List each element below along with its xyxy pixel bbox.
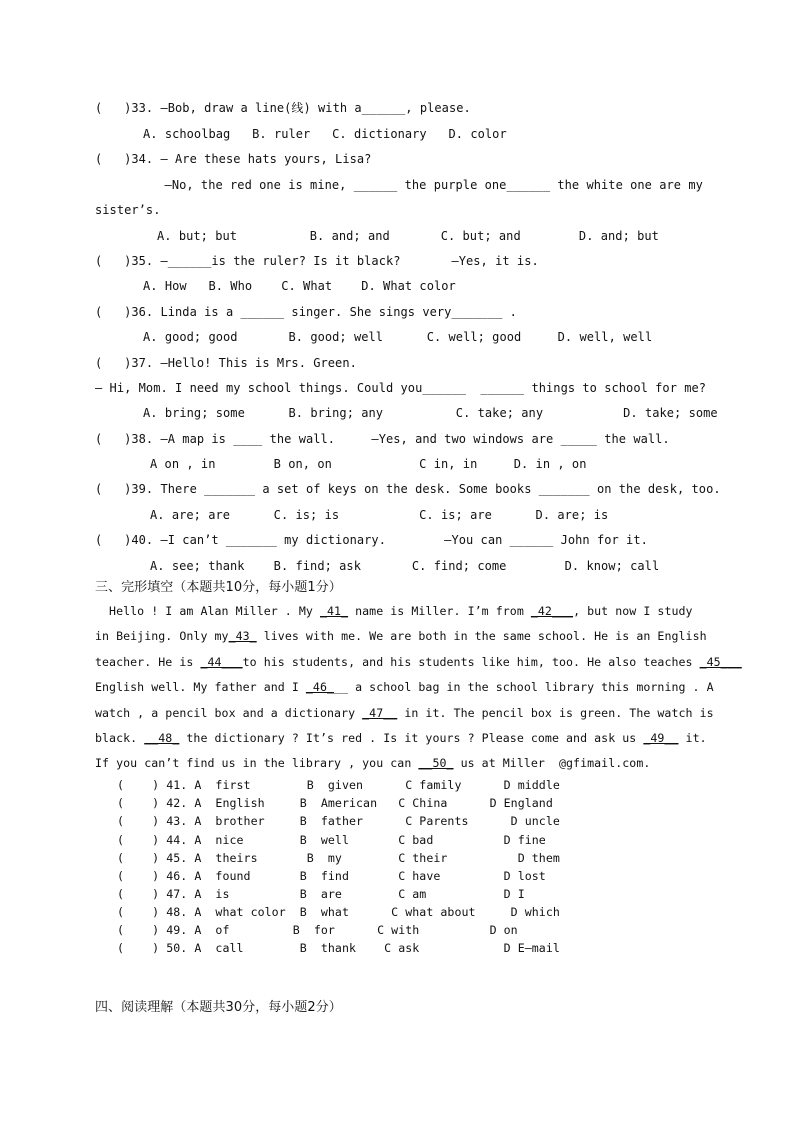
question-37-options: A. bring; some B. bring; any C. take; any D. take; some: [143, 406, 718, 420]
question-38: ( )38. —A map is ____ the wall. —Yes, and two windows are _____ the wall.: [95, 432, 670, 446]
question-38-options: A on , in B on, on C in, in D. in , on: [150, 457, 587, 471]
question-34-options: A. but; but B. and; and C. but; and D. and; but: [157, 229, 659, 243]
passage-line-3: teacher. He is _44___to his students, and his students like him, too. He also teaches _45___: [95, 655, 742, 669]
blank-41: _41_: [319, 604, 349, 618]
question-40-options: A. see; thank B. find; ask C. find; come D. know; call: [150, 559, 660, 573]
choice-47: ( ) 47. A is B are C am D I: [117, 887, 525, 901]
blank-44: _44___: [200, 655, 243, 669]
choice-43: ( ) 43. A brother B father C Parents D uncle: [117, 814, 560, 828]
question-39: ( )39. There _______ a set of keys on the desk. Some books _______ on the desk, too.: [95, 482, 721, 496]
question-34-line3: sister’s.: [95, 203, 161, 217]
question-34-line2: —No, the red one is mine, ______ the purple one______ the white one are my: [150, 178, 703, 192]
choice-46: ( ) 46. A found B find C have D lost: [117, 869, 546, 883]
section-4-heading: 四、阅读理解（本题共30分，每小题2分）: [95, 1000, 342, 1015]
blank-46: _46_: [305, 680, 335, 694]
blank-43: _43_: [228, 629, 257, 643]
question-36-options: A. good; good B. good; well C. well; good D. well, well: [143, 330, 653, 344]
choice-44: ( ) 44. A nice B well C bad D fine: [117, 833, 546, 847]
question-40: ( )40. —I can’t _______ my dictionary. —You can ______ John for it.: [95, 533, 648, 547]
passage-line-7: If you can’t find us in the library , you can __50_ us at Miller @gfimail.com.: [95, 756, 651, 770]
passage-line-2: in Beijing. Only my_43_ lives with me. We are both in the same school. He is an English: [95, 629, 707, 643]
passage-line-6: black. __48_ the dictionary ? It’s red . Is it yours ? Please come and ask us _49__ it.: [95, 731, 707, 745]
passage-line-1: Hello ! I am Alan Miller . My _41_ name is Miller. I’m from _42___, but now I study: [95, 604, 693, 618]
blank-47: _47__: [362, 706, 398, 720]
choice-41: ( ) 41. A first B given C family D middle: [117, 778, 560, 792]
question-36: ( )36. Linda is a ______ singer. She sings very_______ .: [95, 305, 517, 319]
question-33: ( )33. —Bob, draw a line(线) with a______, please.: [95, 101, 471, 115]
section-3-heading: 三、完形填空（本题共10分，每小题1分）: [95, 580, 342, 595]
question-37: ( )37. —Hello! This is Mrs. Green.: [95, 356, 357, 370]
passage-line-4: English well. My father and I _46___ a school bag in the school library this morning . A: [95, 680, 714, 694]
choice-45: ( ) 45. A theirs B my C their D them: [117, 851, 560, 865]
blank-48: __48_: [144, 731, 180, 745]
choice-49: ( ) 49. A of B for C with D on: [117, 923, 518, 937]
question-37-line2: — Hi, Mom. I need my school things. Could you______ ______ things to school for me?: [95, 381, 707, 395]
blank-50: __50_: [418, 756, 454, 770]
blank-45: _45___: [699, 655, 742, 669]
blank-49: _49__: [643, 731, 679, 745]
question-39-options: A. are; are C. is; is C. is; are D. are; is: [150, 508, 609, 522]
question-35-options: A. How B. Who C. What D. What color: [143, 279, 456, 293]
passage-line-5: watch , a pencil box and a dictionary _47__ in it. The pencil box is green. The watch is: [95, 706, 714, 720]
question-34: ( )34. — Are these hats yours, Lisa?: [95, 152, 372, 166]
choice-50: ( ) 50. A call B thank C ask D E—mail: [117, 941, 560, 955]
choice-42: ( ) 42. A English B American C China D England: [117, 796, 553, 810]
choice-48: ( ) 48. A what color B what C what about D which: [117, 905, 560, 919]
question-35: ( )35. —______is the ruler? Is it black? —Yes, it is.: [95, 254, 539, 268]
question-33-options: A. schoolbag B. ruler C. dictionary D. color: [143, 127, 507, 141]
blank-42: _42___: [530, 604, 574, 618]
